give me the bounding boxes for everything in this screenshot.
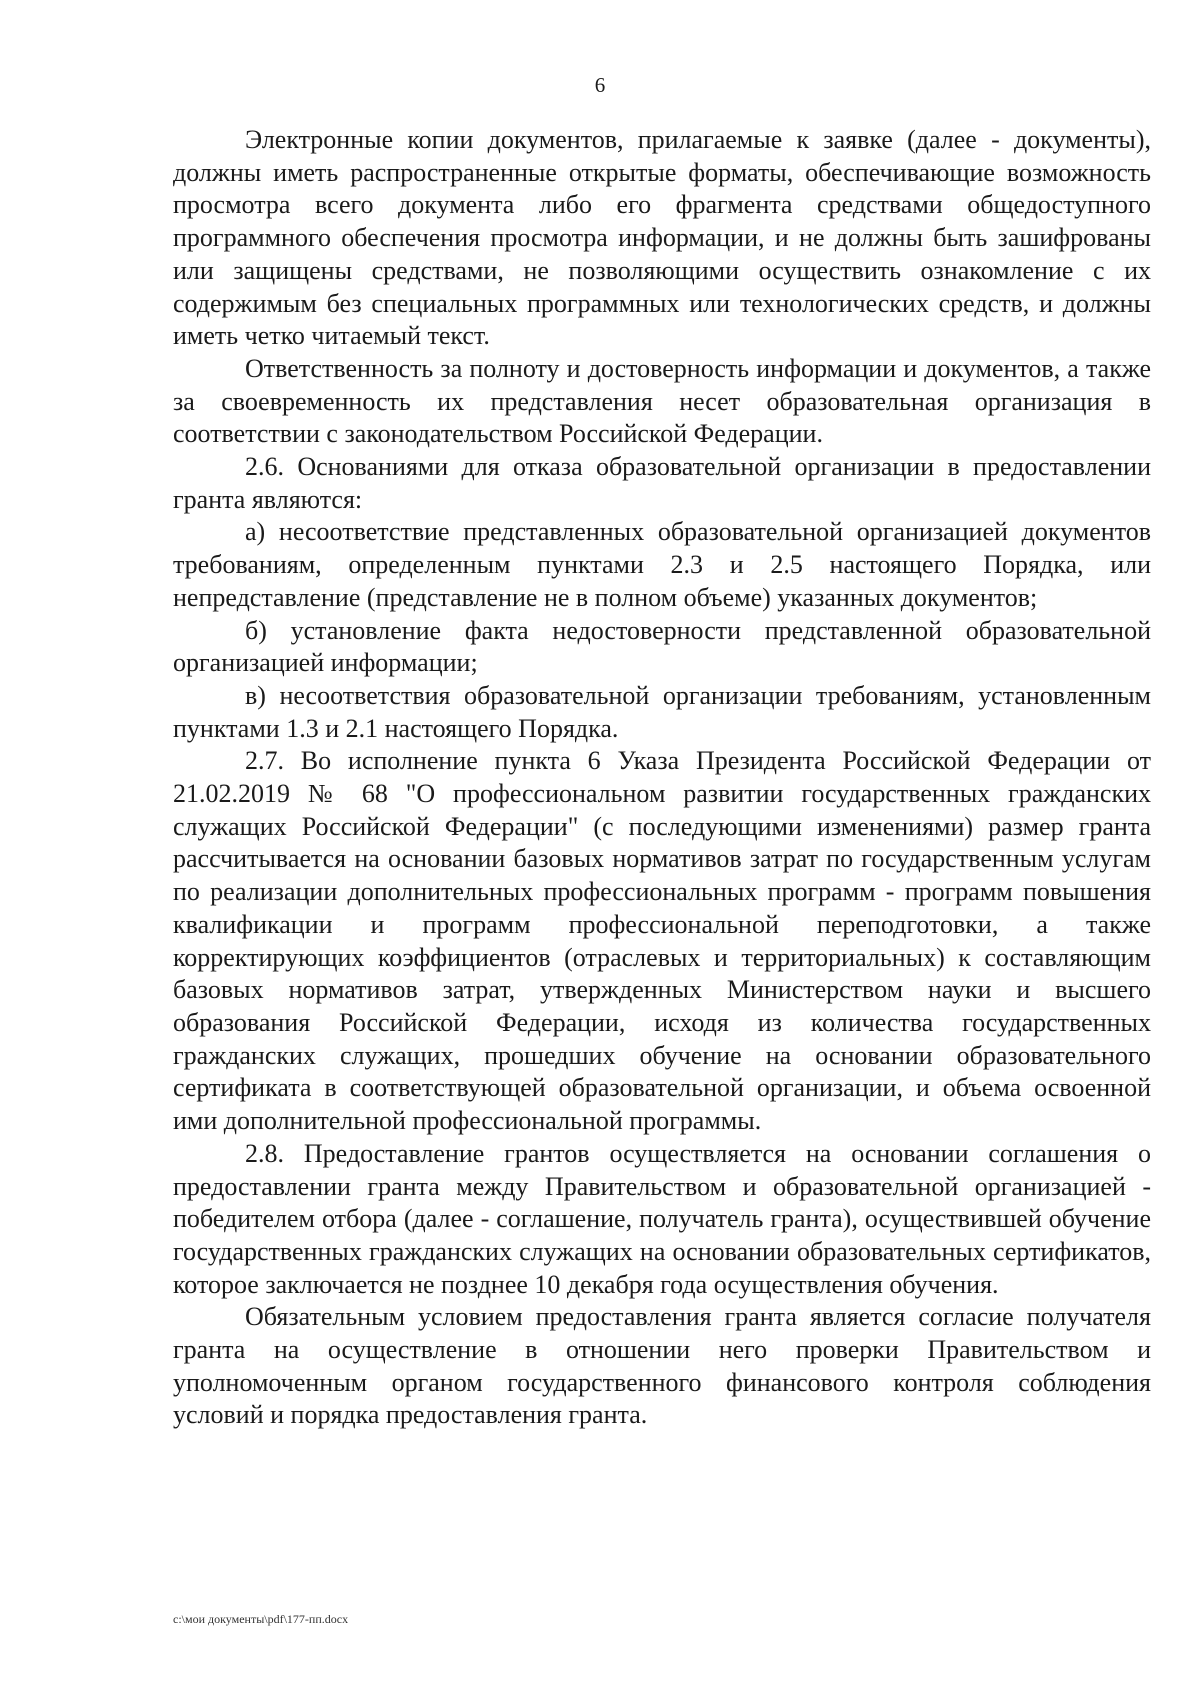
paragraph-2-6-a: а) несоответствие представленных образовательной организацией документов требованиям, определенным пунктами 2.3 и 2.5 настоящего Порядка, или непредставление (представление не в полном объеме) указанных документов;	[173, 517, 1151, 612]
paragraph-2-6: 2.6. Основаниями для отказа образовательной организации в предоставлении гранта являются:	[173, 452, 1151, 514]
paragraph-mandatory-condition: Обязательным условием предоставления гранта является согласие получателя гранта на осуществление в отношении него проверки Правительством и уполномоченным органом государственного финансового контроля соблюдения условий и порядка предоставления гранта.	[173, 1302, 1151, 1430]
paragraph-responsibility: Ответственность за полноту и достоверность информации и документов, а также за своевременность их представления несет образовательная организация в соответствии с законодательством Российской Федерации.	[173, 353, 1151, 449]
page-number: 6	[594, 73, 606, 97]
paragraph-2-6-b: б) установление факта недостоверности представленной образовательной организацией информации;	[173, 615, 1151, 678]
paragraph-2-7: 2.7. Во исполнение пункта 6 Указа Президента Российской Федерации от 21.02.2019 № 68 "О профессиональном развитии государственных гражданских служащих Российской Федерации" (с последующими изменениями) размер гранта рассчитывается на основании базовых нормативов затрат по государственным услугам по реализации дополнительных профессиональных программ - программ повышения квалификации и программ профессиональной переподготовки, а также корректирующих коэффициентов (отраслевых и территориальных) к составляющим базовых нормативов затрат, утвержденных Министерством науки и высшего образования Российской Федерации, исходя из количества государственных гражданских служащих, прошедших обучение на основании образовательного сертификата в соответствующей образовательной организации, и объема освоенной ими дополнительной профессиональной программы.	[173, 746, 1151, 1136]
paragraph-2-8: 2.8. Предоставление грантов осуществляется на основании соглашения о предоставлении гранта между Правительством и образовательной организацией - победителем отбора (далее - соглашение, получатель гранта), осуществившей обучение государственных гражданских служащих на основании образовательных сертификатов, которое заключается не позднее 10 декабря года осуществления обучения.	[173, 1138, 1151, 1299]
paragraph-2-6-v: в) несоответствия образовательной организации требованиям, установленным пунктами 1.3 и 2.1 настоящего Порядка.	[173, 680, 1151, 743]
paragraph-electronic-copies: Электронные копии документов, прилагаемые к заявке (далее - документы), должны иметь распространенные открытые форматы, обеспечивающие возможность просмотра всего документа либо его фрагмента средствами общедоступного программного обеспечения просмотра информации, и не должны быть зашифрованы или защищены средствами, не позволяющими осуществить ознакомление с их содержимым без специальных программных или технологических средств, и должны иметь четко читаемый текст.	[173, 125, 1151, 351]
document-body	[173, 124, 1151, 1432]
footer-file-path: c:\мои документы\pdf\177-пп.docx	[173, 1612, 349, 1626]
